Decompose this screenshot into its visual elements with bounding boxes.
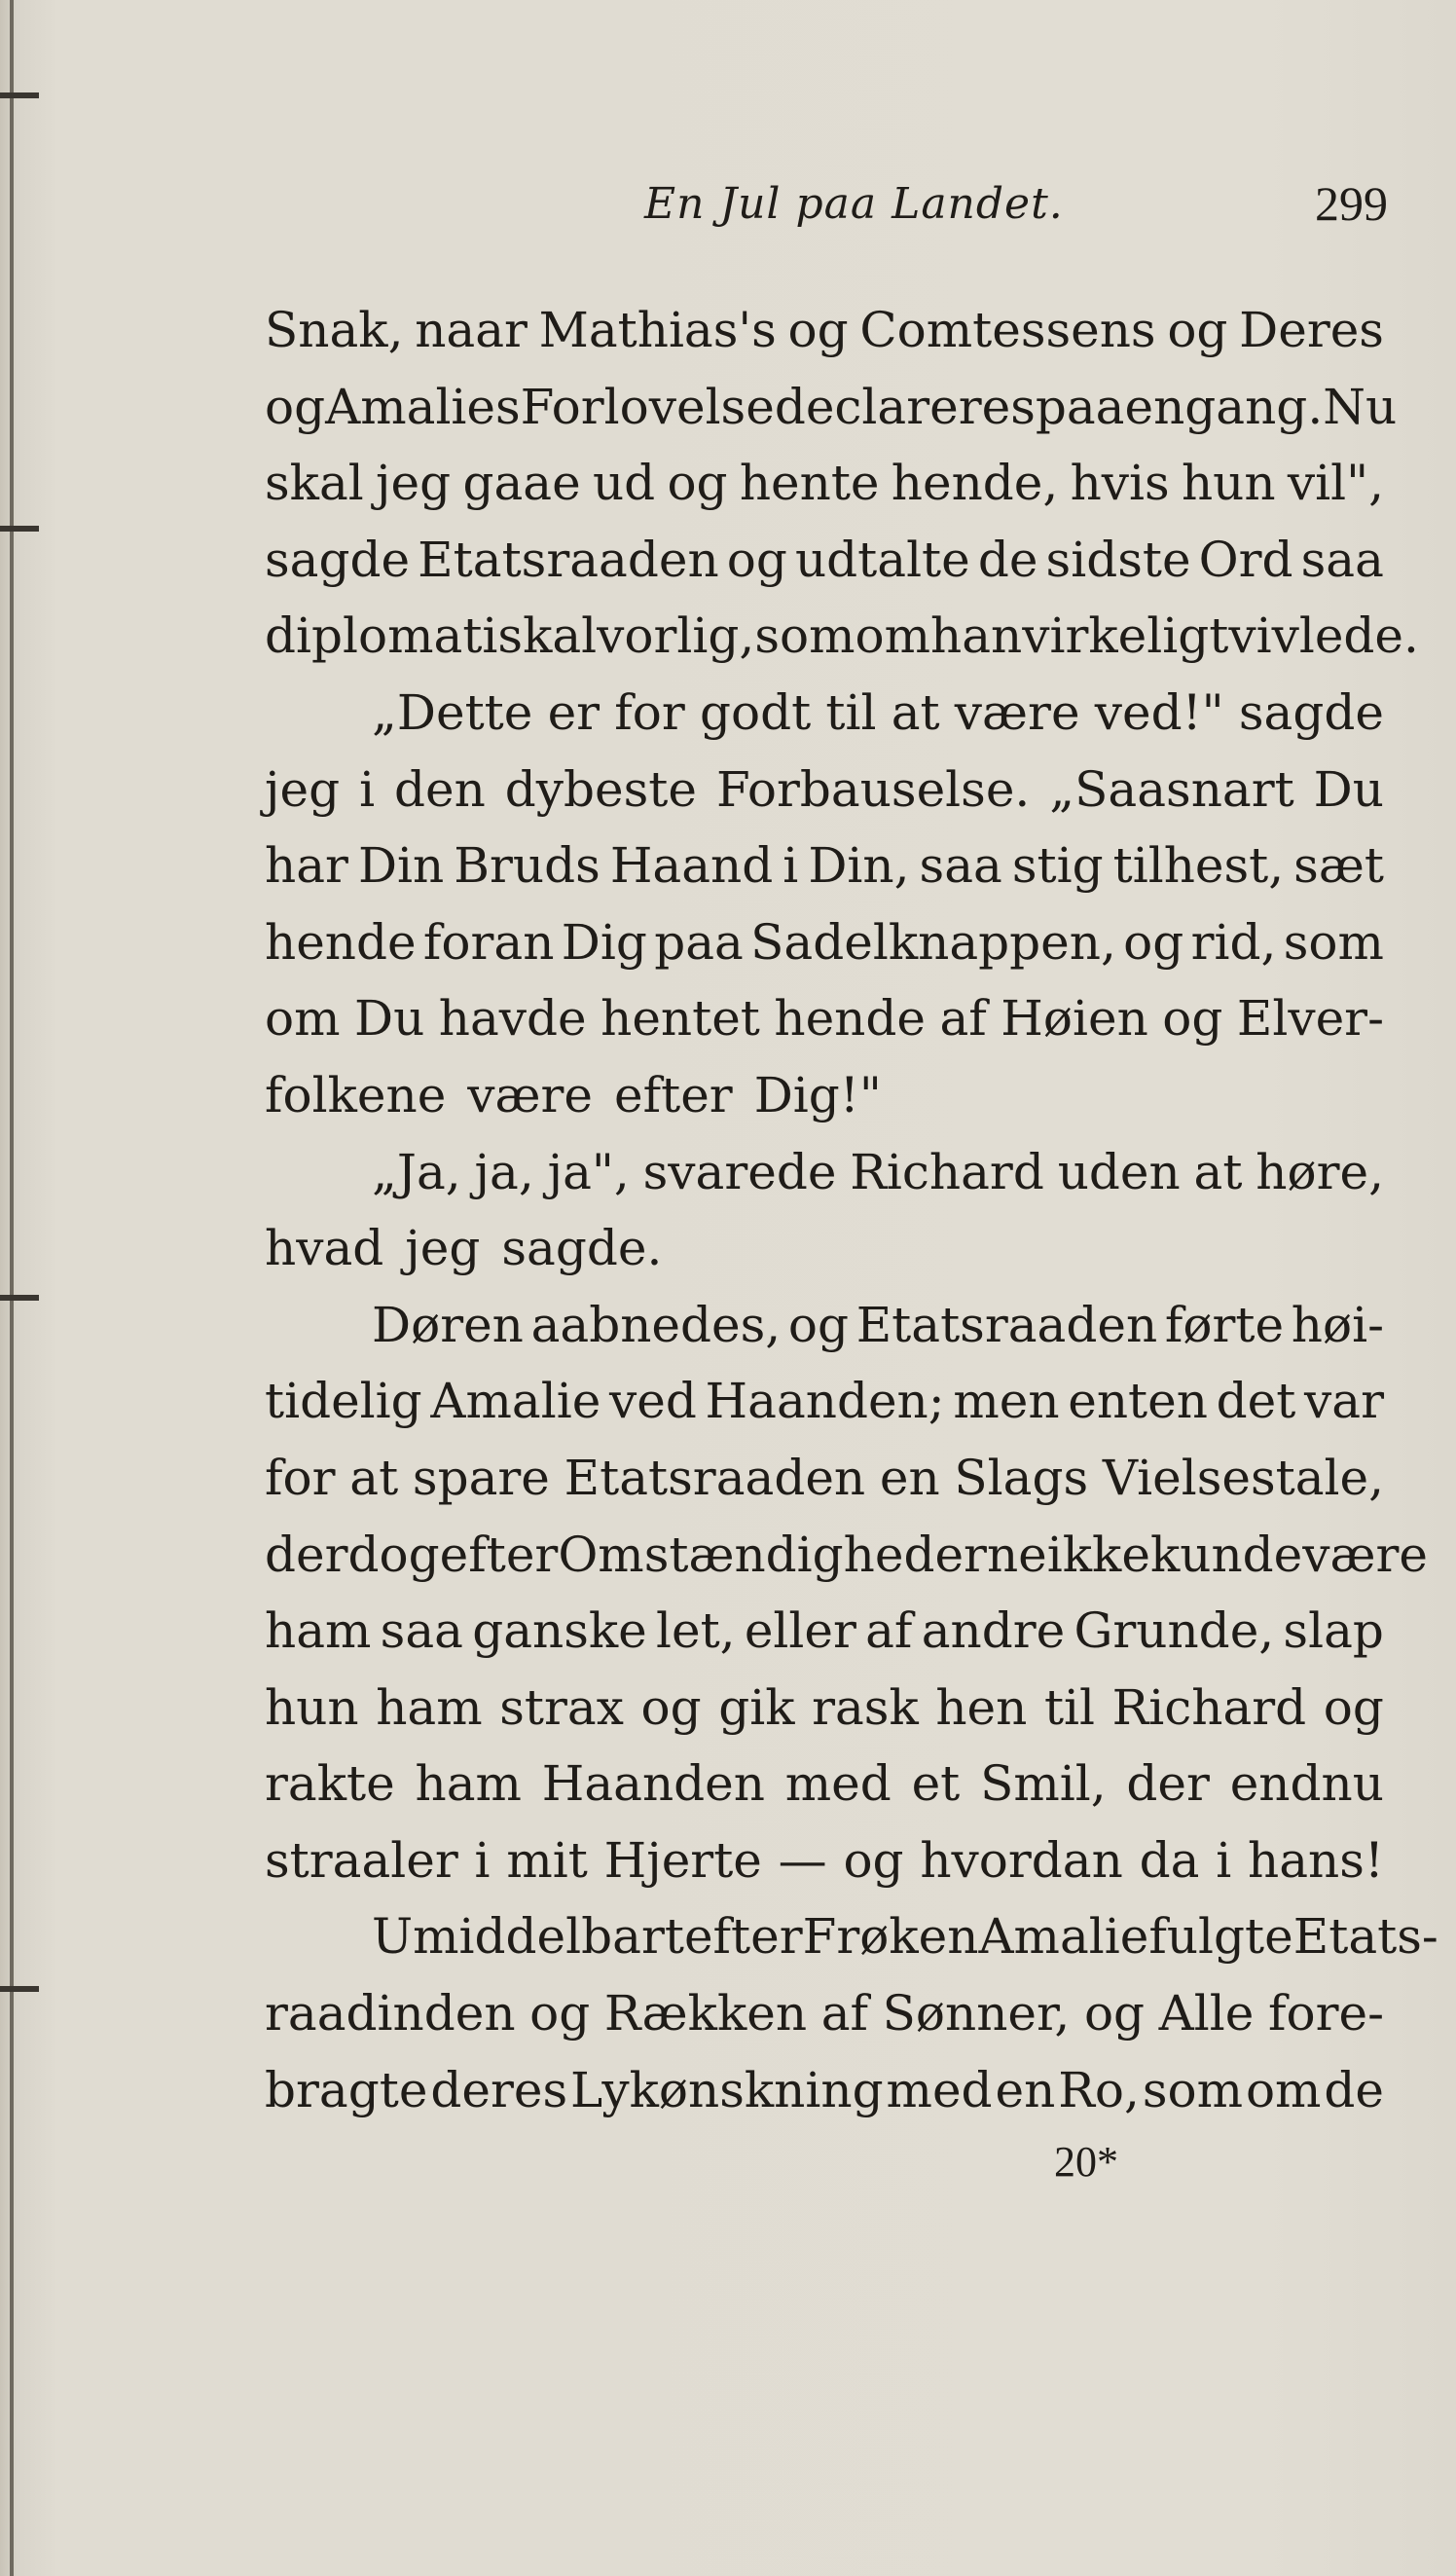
word: endnu [1229,1755,1384,1813]
word: Din [357,837,445,895]
word: Rækken [603,1985,808,2042]
word: høi- [1291,1296,1384,1353]
word: mit [506,1831,588,1889]
word: fore- [1267,1985,1384,2042]
word: efter [683,1908,803,1966]
word: Du [354,990,425,1048]
word: ved!" [1094,683,1224,741]
word: Forlovelse [520,378,775,435]
word: saa [919,837,1002,895]
word: Etatsraaden [418,531,719,588]
word: Ro, [1058,2061,1140,2118]
word: Haanden [541,1755,765,1813]
word: som [1142,2061,1243,2118]
word: i [474,1831,491,1889]
word: Richard [1111,1678,1307,1736]
word: sagde [1238,683,1384,741]
word: for [614,683,685,741]
word: om [855,607,931,665]
word: og [265,378,326,435]
word: være [1302,1526,1429,1583]
word: med [784,1755,892,1813]
word: Du [1313,760,1384,818]
word: der [1126,1755,1210,1813]
word: hende, [891,455,1059,512]
word: med [886,2061,993,2118]
word: Etatsraaden [564,1449,866,1506]
word: Etatsraaden [855,1296,1158,1353]
text-line [265,828,1384,904]
binding-stitch [0,1986,39,1992]
word: Deres [1239,302,1384,358]
word: Høien [1001,990,1148,1048]
page-number: 299 [1315,176,1388,231]
word: strax [499,1678,624,1736]
word: ham [376,1678,483,1736]
word: let, [656,1602,736,1660]
word: Din, [808,837,910,895]
word: tidelig [265,1373,422,1430]
word: om [265,990,341,1048]
binding-edge [10,0,14,2576]
word: der [265,1526,348,1583]
word: sidste [1045,531,1191,588]
word: folkene [265,1066,447,1123]
word: ja", [547,1143,630,1200]
page-header [265,166,1388,253]
word: og [1083,1985,1146,2042]
word: og [1162,990,1223,1048]
word: declareres [774,378,1036,435]
word: saa [380,1602,463,1660]
word: ham [415,1755,522,1813]
word: Haanden; [705,1373,945,1430]
word: være [467,1066,594,1123]
body-text [265,292,1438,2128]
word: af [820,1985,869,2042]
word: sagde [265,531,411,588]
word: gik [718,1678,795,1736]
word: rakte [265,1755,395,1813]
word: af [865,1602,913,1660]
word: og [843,1831,904,1889]
word: Amalies [325,378,521,435]
word: hans! [1248,1831,1384,1889]
word: Ord [1198,531,1293,588]
word: at [349,1449,399,1506]
word: han [930,607,1023,665]
text-line [265,1898,1438,1975]
word: „Dette [372,683,533,741]
word: „Saasnart [1049,760,1294,818]
word: er [547,683,601,741]
word: hvis [1070,455,1170,512]
word: ganske [472,1602,647,1660]
word: for [265,1449,336,1506]
signature-mark: 20* [1054,2138,1118,2186]
binding-stitch [0,92,39,98]
word: og [726,531,787,588]
word: svarede [642,1143,837,1200]
word: udtalte [794,531,970,588]
word: de [977,531,1038,588]
word: engang. [1124,378,1324,435]
word: sæt [1293,837,1384,895]
word: dybeste [504,760,697,818]
word: og [787,302,849,358]
word: og [1167,302,1228,358]
text-line [265,1440,1384,1517]
word: høre, [1256,1143,1384,1200]
word: saa [1300,531,1384,588]
text-line [265,598,1419,675]
word: og [787,1296,849,1353]
word: en [879,1449,940,1506]
text-line [265,980,1384,1057]
word: godt [699,683,812,741]
text-line [265,292,1384,369]
word: og [529,1985,591,2042]
text-line [265,1057,1384,1134]
text-line [265,445,1384,522]
word: var [1304,1373,1384,1430]
word: hun [1181,455,1276,512]
word: som [1283,913,1384,971]
word: Sønner, [882,1985,1071,2042]
word: spare [412,1449,550,1506]
word: Snak, [265,302,404,358]
running-title: En Jul paa Landet. [644,179,1064,229]
word: til [825,683,877,741]
word: Dig!" [753,1066,882,1123]
word: sagde. [501,1220,663,1277]
word: enten [1068,1373,1208,1430]
word: foran [422,913,555,971]
word: det [1216,1373,1296,1430]
text-line [265,1975,1384,2052]
text-line [265,1134,1384,1211]
word: af [939,990,987,1048]
word: paa [654,913,744,971]
word: hun [265,1678,359,1736]
word: de [1324,2061,1384,2118]
word: gaae [462,455,581,512]
word: og [640,1678,702,1736]
word: Comtessens [859,302,1156,358]
word: Elver- [1236,990,1384,1048]
word: i [1216,1831,1232,1889]
text-line [265,1363,1384,1440]
word: kunde [1149,1526,1303,1583]
text-line [265,1210,1384,1287]
text-line [265,904,1384,981]
binding-stitch [0,1295,39,1301]
text-line [265,1517,1429,1594]
word: tvivlede. [1209,607,1419,665]
word: Omstændighederne [558,1526,1047,1583]
word: stig [1011,837,1104,895]
word: ham [265,1602,372,1660]
word: uden [1057,1143,1181,1200]
word: da [1139,1831,1200,1889]
word: tilhest, [1112,837,1285,895]
word: hvad [265,1220,384,1277]
word: andre [921,1602,1066,1660]
word: Umiddelbart [372,1908,684,1966]
word: hvordan [920,1831,1123,1889]
word: vil", [1287,455,1384,512]
word: den [394,760,486,818]
word: „Ja, [372,1143,461,1200]
word: som [754,607,855,665]
word: hen [935,1678,1028,1736]
word: være [954,683,1080,741]
word: til [1043,1678,1096,1736]
word: og [667,455,728,512]
text-line [265,369,1398,446]
word: aabnedes, [530,1296,782,1353]
word: virkelig [1022,607,1210,665]
word: rid, [1190,913,1277,971]
word: paa [1035,378,1125,435]
word: Amalie [978,1908,1149,1966]
word: hentet [601,990,760,1048]
text-line [265,1822,1384,1899]
word: at [1193,1143,1243,1200]
word: naar [415,302,528,358]
word: Frøken [802,1908,979,1966]
word: — [778,1831,827,1889]
word: rask [812,1678,919,1736]
word: Slags [954,1449,1089,1506]
word: en [995,2061,1056,2118]
text-line [265,2052,1384,2129]
word: slap [1283,1602,1384,1660]
word: Mathias's [538,302,777,358]
word: jeg [376,455,452,512]
text-line [265,1287,1384,1364]
word: i [359,760,376,818]
word: jeg [265,760,341,818]
word: og [1323,1678,1384,1736]
word: hente [739,455,880,512]
word: ved [608,1373,697,1430]
word: i [783,837,799,895]
word: Etats- [1292,1908,1438,1966]
word: Alle [1158,1985,1255,2042]
word: et [911,1755,961,1813]
text-line [265,522,1384,599]
text-line [265,1593,1384,1670]
word: eller [744,1602,856,1660]
word: om [1245,2061,1322,2118]
word: Amalie [430,1373,601,1430]
word: Nu [1323,378,1398,435]
word: har [265,837,348,895]
text-line [265,675,1384,752]
word: Haand [609,837,774,895]
word: Dig [561,913,647,971]
binding-stitch [0,526,39,532]
word: ja, [474,1143,534,1200]
word: efter [439,1526,559,1583]
word: fulgte [1148,1908,1293,1966]
word: Sadelknappen, [750,913,1116,971]
word: Grunde, [1074,1602,1275,1660]
word: Smil, [980,1755,1107,1813]
word: Lykønskning [570,2061,884,2118]
word: skal [265,455,364,512]
word: straaler [265,1831,458,1889]
word: Richard [850,1143,1044,1200]
word: Hjerte [603,1831,762,1889]
word: Døren [372,1296,524,1353]
word: og [1123,913,1184,971]
word: efter [614,1066,733,1123]
word: bragte [265,2061,428,2118]
word: dog [347,1526,440,1583]
word: men [953,1373,1060,1430]
word: at [891,683,940,741]
word: diplomatisk [265,607,553,665]
word: alvorlig, [552,607,755,665]
word: jeg [405,1220,481,1277]
word: deres [430,2061,568,2118]
word: ikke [1046,1526,1150,1583]
word: Vielsestale, [1102,1449,1384,1506]
word: havde [438,990,587,1048]
word: Bruds [454,837,601,895]
text-line [265,1746,1384,1822]
text-line [265,1670,1384,1747]
text-line [265,752,1384,828]
word: Forbauselse. [715,760,1031,818]
word: raadinden [265,1985,516,2042]
word: hende [774,990,926,1048]
word: hende [265,913,417,971]
word: førte [1164,1296,1285,1353]
word: ud [592,455,656,512]
